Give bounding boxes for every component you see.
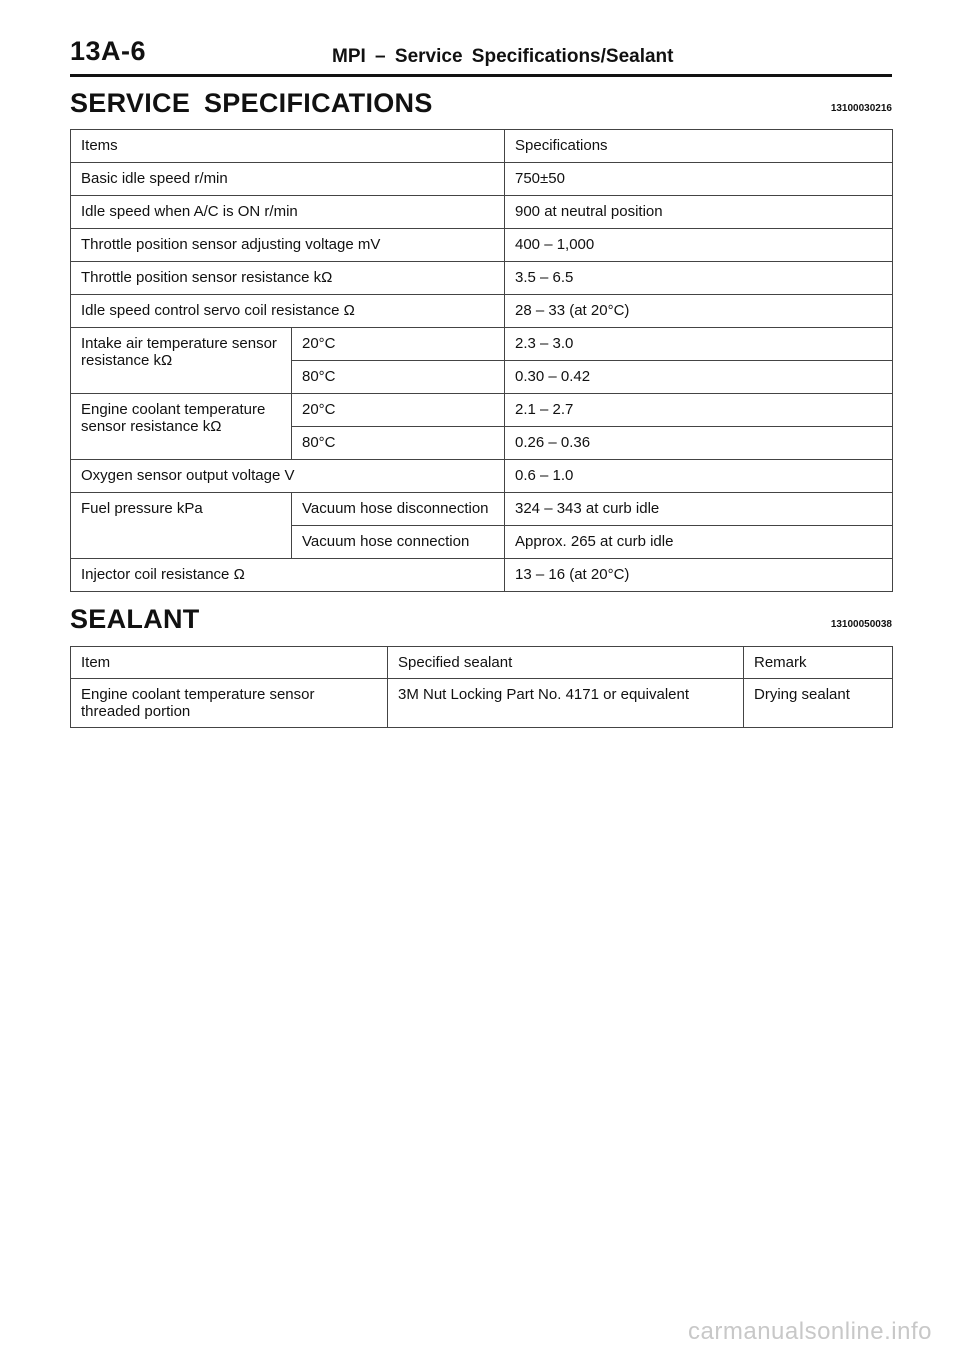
spec-cell: 13 – 16 (at 20°C) xyxy=(505,559,893,592)
sealant-code: 13100050038 xyxy=(830,619,892,630)
spec-cell: Approx. 265 at curb idle xyxy=(505,526,893,559)
running-title: MPI – Service Specifications/Sealant xyxy=(332,46,674,67)
condition-cell: 80°C xyxy=(292,361,505,394)
header-specified-sealant: Specified sealant xyxy=(388,647,744,679)
spec-cell: 0.6 – 1.0 xyxy=(505,460,893,493)
item-cell: Idle speed control servo coil resistance Ω xyxy=(71,295,505,328)
service-specifications-code: 13100030216 xyxy=(830,103,892,114)
spec-cell: 900 at neutral position xyxy=(505,196,893,229)
header-specifications: Specifications xyxy=(505,130,893,163)
remark-cell: Drying sealant xyxy=(744,679,893,728)
spec-cell: 2.3 – 3.0 xyxy=(505,328,893,361)
table-row xyxy=(71,493,893,526)
item-cell: Throttle position sensor resistance kΩ xyxy=(71,262,505,295)
table-row xyxy=(71,460,893,493)
watermark: carmanualsonline.info xyxy=(688,1318,932,1345)
page-number: 13A-6 xyxy=(70,36,147,66)
condition-cell: 20°C xyxy=(292,394,505,427)
table-row xyxy=(71,679,893,728)
spec-cell: 0.30 – 0.42 xyxy=(505,361,893,394)
spec-cell: 0.26 – 0.36 xyxy=(505,427,893,460)
spec-cell: 750±50 xyxy=(505,163,893,196)
table-header-row xyxy=(71,647,893,679)
table-row xyxy=(71,295,893,328)
spec-cell: 324 – 343 at curb idle xyxy=(505,493,893,526)
condition-cell: Vacuum hose connection xyxy=(292,526,505,559)
header-item: Item xyxy=(71,647,388,679)
item-cell: Idle speed when A/C is ON r/min xyxy=(71,196,505,229)
table-row xyxy=(71,328,893,361)
table-row xyxy=(71,163,893,196)
service-specifications-title: SERVICE SPECIFICATIONS xyxy=(70,88,433,118)
spec-cell: 400 – 1,000 xyxy=(505,229,893,262)
table-row xyxy=(71,262,893,295)
table-row xyxy=(71,394,893,427)
page-header xyxy=(70,36,892,77)
service-specifications-table xyxy=(70,129,893,592)
item-cell: Basic idle speed r/min xyxy=(71,163,505,196)
condition-cell: 20°C xyxy=(292,328,505,361)
condition-cell: 80°C xyxy=(292,427,505,460)
header-items: Items xyxy=(71,130,505,163)
item-cell: Injector coil resistance Ω xyxy=(71,559,505,592)
item-cell: Fuel pressure kPa xyxy=(71,493,292,559)
header-remark: Remark xyxy=(744,647,893,679)
condition-cell: Vacuum hose disconnection xyxy=(292,493,505,526)
item-cell: Engine coolant temperature sensor resistance kΩ xyxy=(71,394,292,460)
item-cell: Oxygen sensor output voltage V xyxy=(71,460,505,493)
item-cell: Throttle position sensor adjusting voltage mV xyxy=(71,229,505,262)
table-row xyxy=(71,559,893,592)
table-header-row xyxy=(71,130,893,163)
spec-cell: 3.5 – 6.5 xyxy=(505,262,893,295)
table-row xyxy=(71,196,893,229)
item-cell: Intake air temperature sensor resistance kΩ xyxy=(71,328,292,394)
sealant-table xyxy=(70,646,893,728)
spec-cell: 28 – 33 (at 20°C) xyxy=(505,295,893,328)
item-cell: Engine coolant temperature sensor threaded portion xyxy=(71,679,388,728)
sealant-title: SEALANT xyxy=(70,604,200,634)
table-row xyxy=(71,229,893,262)
spec-cell: 2.1 – 2.7 xyxy=(505,394,893,427)
sealant-cell: 3M Nut Locking Part No. 4171 or equivalent xyxy=(388,679,744,728)
